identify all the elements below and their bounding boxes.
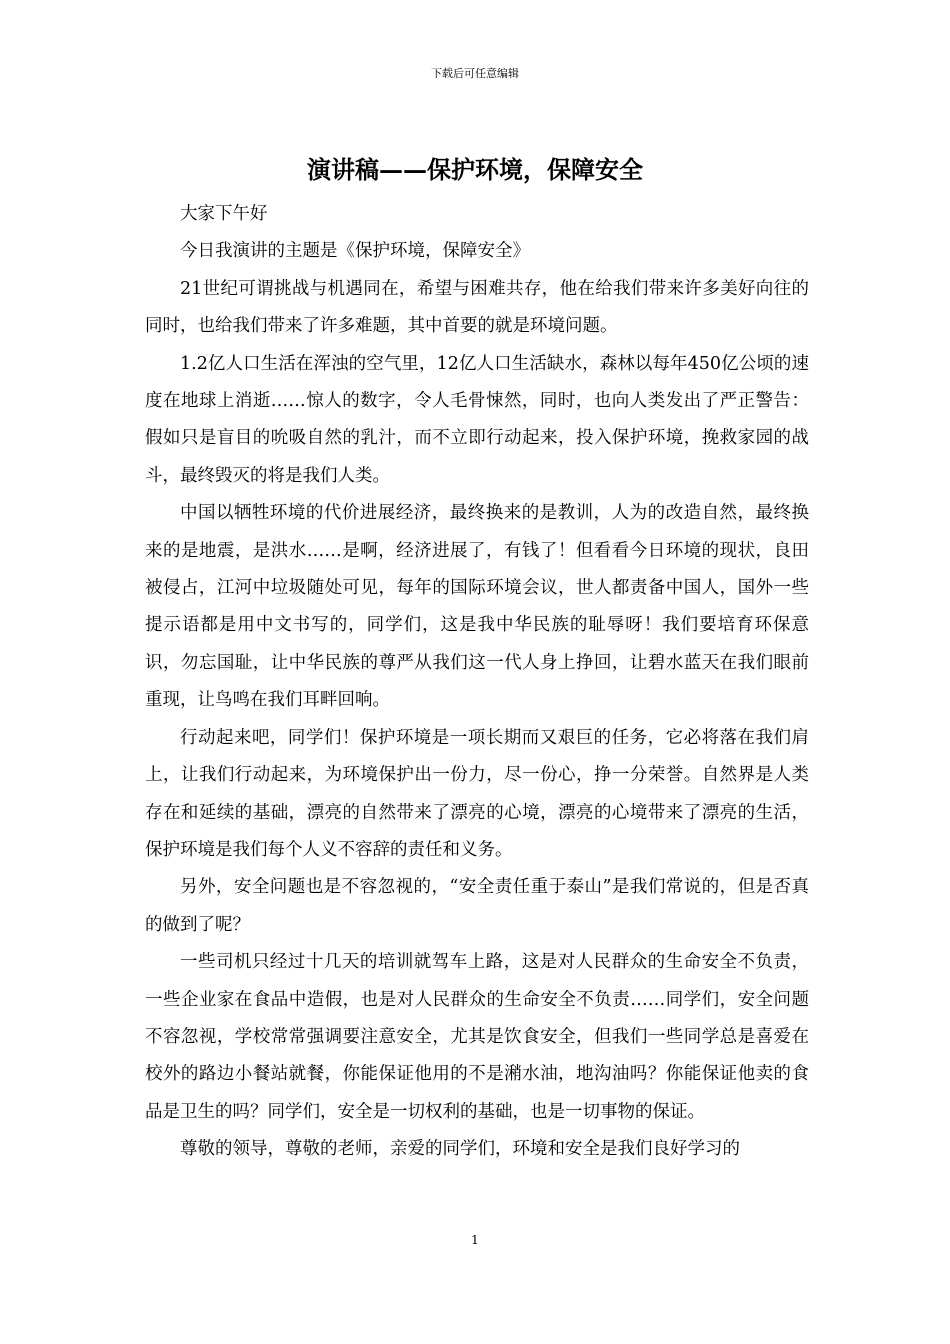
paragraph-greeting: 大家下午好: [180, 204, 268, 224]
paragraph-safety-examples: 一些司机只经过十几天的培训就驾车上路，这是对人民群众的生命安全不负责，一些企业家在食品中造假，也是对人民群众的生命安全不负责……同学们，安全问题不容忽视，学校常常强调要注意安全，尤其是饮食安全，但我们一些同学总是喜爱在校外的路边小餐站就餐，你能保证他用的不是潲水油，地沟油吗？你能保证他卖的食品是卫生的吗？同学们，安全是一切权利的基础，也是一切事物的保证。: [145, 952, 809, 1122]
document-body: [145, 196, 809, 1169]
paragraph-call-to-action: 行动起来吧，同学们！保护环境是一项长期而又艰巨的任务，它必将落在我们肩上，让我们行动起来，为环境保护出一份力，尽一份心，挣一分荣誉。自然界是人类存在和延续的基础，漂亮的自然带来了漂亮的心境，漂亮的心境带来了漂亮的生活，保护环境是我们每个人义不容辞的责任和义务。: [145, 727, 809, 860]
header-note: 下载后可任意编辑: [431, 67, 519, 80]
document-title: 演讲稿——保护环境，保障安全: [307, 155, 643, 184]
page-number: 1: [471, 1233, 479, 1247]
paragraph-topic: 今日我演讲的主题是《保护环境，保障安全》: [180, 241, 530, 262]
paragraph-china-environment: 中国以牺牲环境的代价进展经济，最终换来的是教训，人为的改造自然，最终换来的是地震，是洪水……是啊，经济进展了，有钱了！但看看今日环境的现状，良田被侵占，江河中垃圾随处可见，每年的国际环境会议，世人都责备中国人，国外一些提示语都是用中文书写的，同学们，这是我中华民族的耻辱呀！我们要培育环保意识，勿忘国耻，让中华民族的尊严从我们这一代人身上挣回，让碧水蓝天在我们眼前重现，让鸟鸣在我们耳畔回响。: [145, 503, 809, 711]
paragraph-closing: 尊敬的领导，尊敬的老师，亲爱的同学们，环境和安全是我们良好学习的: [180, 1139, 740, 1160]
paragraph-statistics: 1.2亿人口生活在浑浊的空气里，12亿人口生活缺水，森林以每年450亿公顷的速度在地球上消逝……惊人的数字，令人毛骨悚然，同时，也向人类发出了严正警告：假如只是盲目的吮吸自然的乳汁，而不立即行动起来，投入保护环境，挽救家园的战斗，最终毁灭的将是我们人类。: [145, 353, 809, 486]
paragraph-safety-intro: 另外，安全问题也是不容忽视的，“安全责任重于泰山”是我们常说的，但是否真的做到了呢？: [145, 877, 809, 935]
paragraph-intro: 21世纪可谓挑战与机遇同在，希望与困难共存，他在给我们带来许多美好向往的同时，也给我们带来了许多难题，其中首要的就是环境问题。: [145, 278, 809, 337]
